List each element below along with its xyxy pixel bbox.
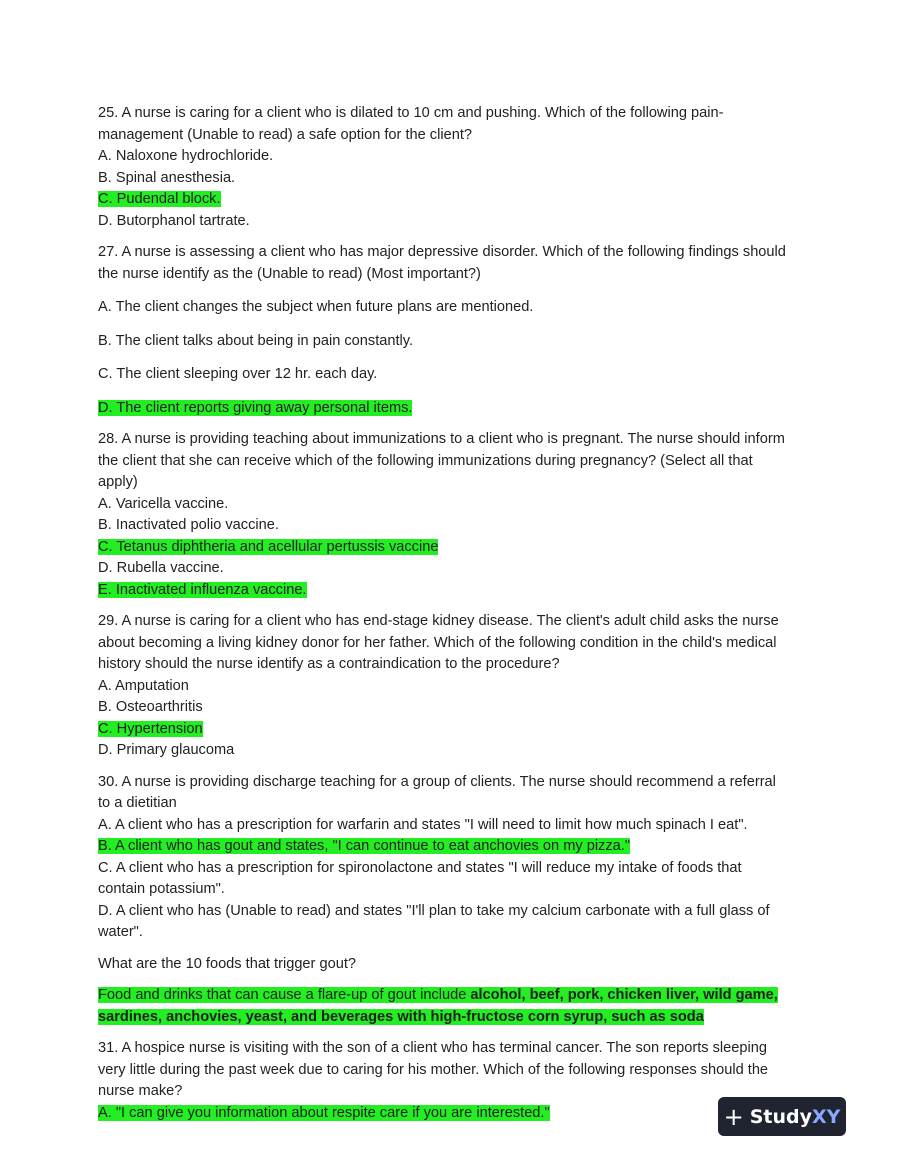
option-b-correct: B. A client who has gout and states, "I can continue to eat anchovies on my pizza.": [98, 838, 631, 854]
gout-question: [98, 954, 818, 976]
question-stem: about becoming a living kidney donor for her father. Which of the following condition in the child's medical: [98, 634, 777, 651]
option-d-cont: water".: [98, 924, 143, 940]
option-a: A. A client who has a prescription for warfarin and states "I will need to limit how much spinach I eat".: [98, 816, 748, 833]
option-b: B. Inactivated polio vaccine.: [98, 517, 279, 533]
question-29: [98, 611, 818, 762]
option-c-correct: C. Hypertension: [98, 720, 203, 737]
option-a: A. Amputation: [98, 677, 189, 694]
option-b: B. The client talks about being in pain constantly.: [98, 332, 414, 349]
question-25: [98, 103, 818, 232]
option-d: D. Rubella vaccine.: [98, 560, 224, 576]
question-27: [98, 242, 818, 419]
question-stem: 27. A nurse is assessing a client who has major depressive disorder. Which of the following findings should: [98, 244, 786, 260]
question-stem: the client that she can receive which of the following immunizations during pregnancy? (Select all that: [98, 452, 753, 469]
question-28: [98, 429, 818, 601]
document-body: [98, 103, 818, 1134]
option-b: B. Spinal anesthesia.: [98, 169, 236, 186]
question-stem: very little during the past week due to caring for his mother. Which of the following responses should the: [98, 1061, 769, 1078]
option-c: C. The client sleeping over 12 hr. each day.: [98, 366, 378, 382]
option-c: C. A client who has a prescription for spironolactone and states "I will reduce my intake of foods that: [98, 859, 742, 876]
gout-question-text: What are the 10 foods that trigger gout?: [98, 955, 356, 972]
gout-answer-foods: alcohol, beef, pork, chicken liver, wild game,: [470, 987, 778, 1003]
question-stem: to a dietitian: [98, 795, 177, 811]
option-d: D. Primary glaucoma: [98, 742, 235, 758]
option-c-correct: C. Tetanus diphtheria and acellular pertussis vaccine: [98, 538, 439, 555]
option-c-correct: C. Pudendal block.: [98, 191, 221, 207]
question-stem: the nurse identify as the (Unable to read) (Most important?): [98, 265, 481, 282]
option-d: D. A client who has (Unable to read) and states "I'll plan to take my calcium carbonate with a full glass of: [98, 902, 770, 919]
question-stem: management (Unable to read) a safe option for the client?: [98, 126, 472, 143]
brand-name-study: Study: [749, 1105, 812, 1128]
plus-icon: +: [723, 1102, 744, 1131]
gout-answer-intro: Food and drinks that can cause a flare-up of gout include: [98, 987, 471, 1003]
question-stem: 29. A nurse is caring for a client who has end-stage kidney disease. The client's adult child asks the nurse: [98, 613, 779, 629]
question-stem: 31. A hospice nurse is visiting with the son of a client who has terminal cancer. The son reports sleeping: [98, 1040, 767, 1056]
question-30: [98, 772, 818, 944]
brand-name-xy: XY: [811, 1105, 841, 1128]
option-a: A. Varicella vaccine.: [98, 495, 229, 512]
option-a-correct: A. "I can give you information about respite care if you are interested.": [98, 1104, 550, 1121]
option-e-correct: E. Inactivated influenza vaccine.: [98, 581, 307, 598]
question-stem: 25. A nurse is caring for a client who is dilated to 10 cm and pushing. Which of the following pain-: [98, 105, 724, 121]
option-a: A. Naloxone hydrochloride.: [98, 148, 274, 164]
question-stem: apply): [98, 474, 138, 490]
question-stem: nurse make?: [98, 1083, 183, 1099]
option-a: A. The client changes the subject when future plans are mentioned.: [98, 299, 534, 315]
gout-answer-foods-cont: sardines, anchovies, yeast, and beverages with high-fructose corn syrup, such as soda: [98, 1008, 704, 1025]
question-stem: 30. A nurse is providing discharge teaching for a group of clients. The nurse should recommend a referral: [98, 773, 776, 790]
studyxy-logo[interactable]: [718, 1097, 846, 1136]
question-31: [98, 1038, 818, 1124]
option-d-correct: D. The client reports giving away personal items.: [98, 399, 413, 416]
option-c-cont: contain potassium".: [98, 881, 225, 897]
question-stem: 28. A nurse is providing teaching about immunizations to a client who is pregnant. The nurse should inform: [98, 431, 785, 447]
question-stem: history should the nurse identify as a contraindication to the procedure?: [98, 656, 560, 672]
option-b: B. Osteoarthritis: [98, 699, 203, 715]
gout-answer: [98, 985, 818, 1028]
option-d: D. Butorphanol tartrate.: [98, 212, 250, 229]
